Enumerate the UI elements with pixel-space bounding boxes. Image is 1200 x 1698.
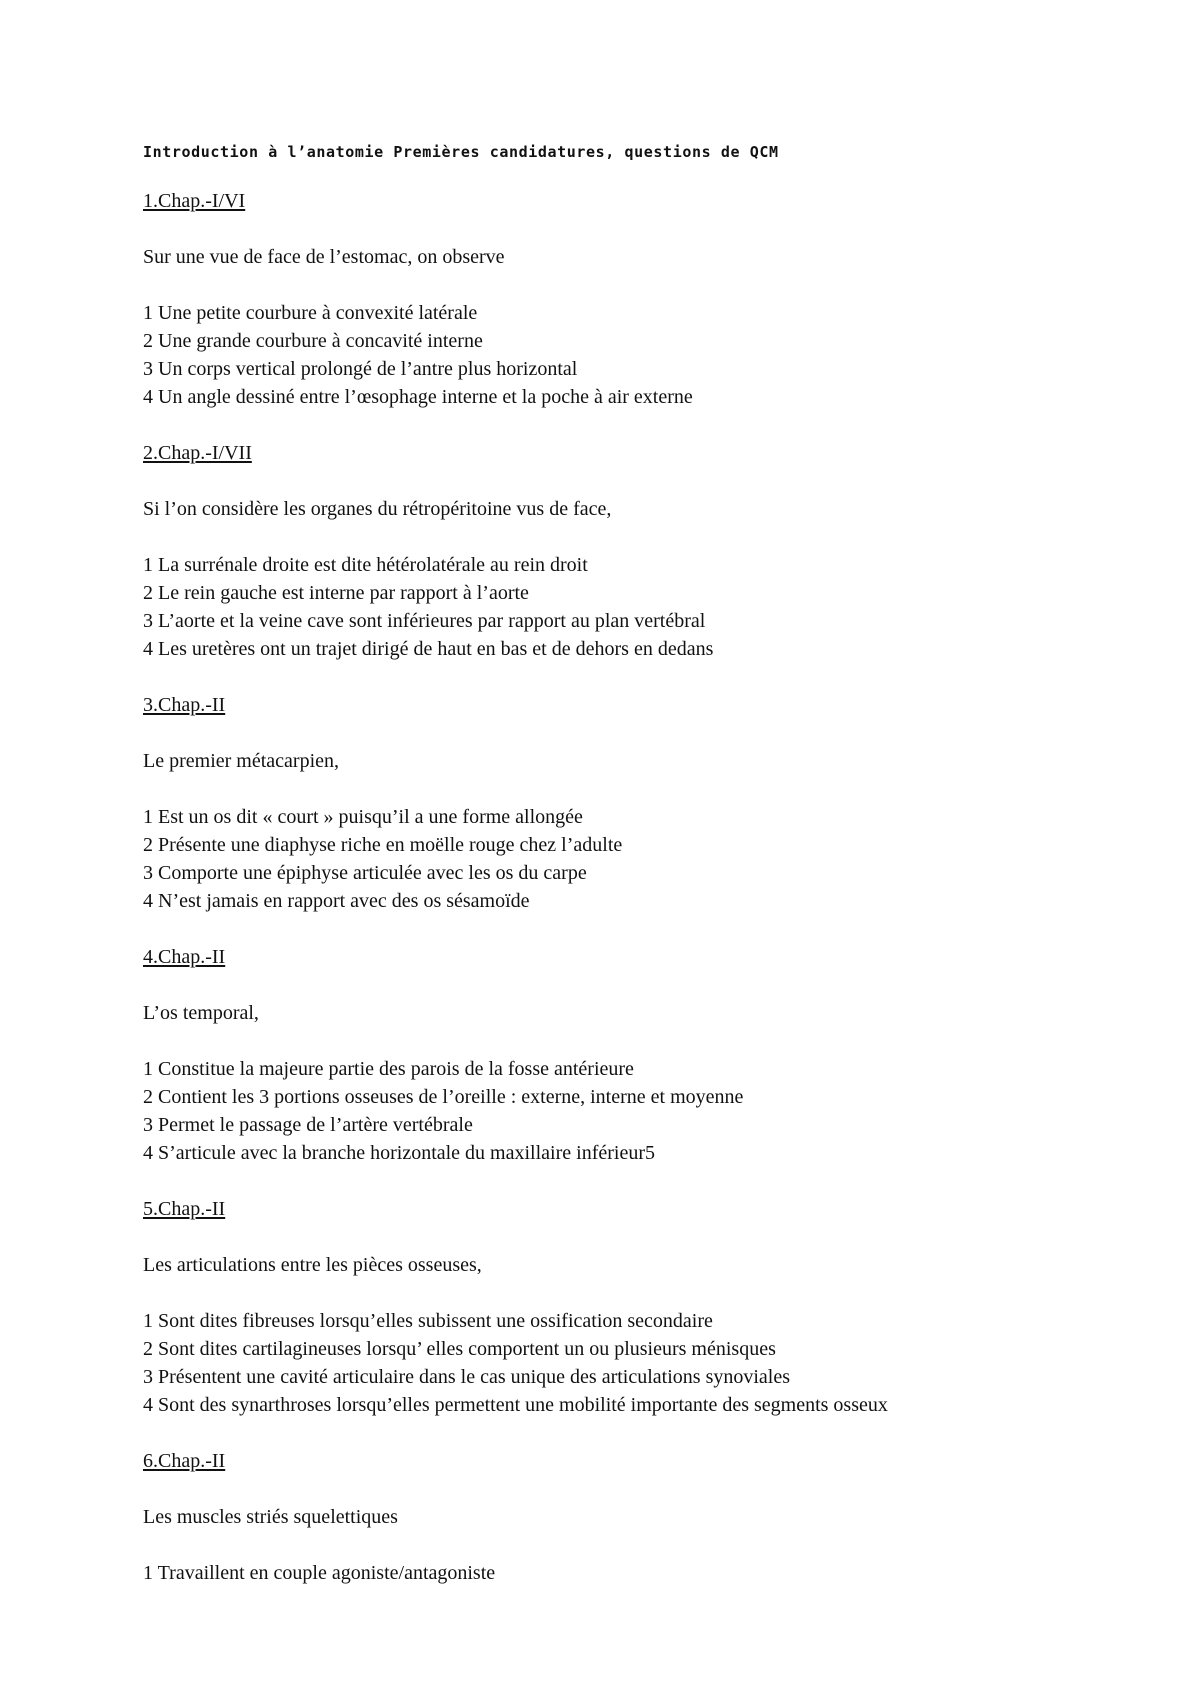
- question-stem: Si l’on considère les organes du rétropéritoine vus de face,: [143, 498, 612, 520]
- options-list: [143, 1055, 1143, 1167]
- question-stem: L’os temporal,: [143, 1002, 259, 1024]
- option-item: 2 Contient les 3 portions osseuses de l’oreille : externe, interne et moyenne: [143, 1086, 744, 1108]
- option-item: 4 Les uretères ont un trajet dirigé de haut en bas et de dehors en dedans: [143, 638, 714, 660]
- option-item: 1 Constitue la majeure partie des parois de la fosse antérieure: [143, 1058, 634, 1080]
- question-heading: 3.Chap.-II: [143, 694, 226, 716]
- option-item: 2 Une grande courbure à concavité interne: [143, 330, 483, 352]
- question-6: [143, 1447, 1143, 1587]
- option-item: 3 L’aorte et la veine cave sont inférieures par rapport au plan vertébral: [143, 610, 706, 632]
- option-item: 4 Sont des synarthroses lorsqu’elles permettent une mobilité importante des segments osseux: [143, 1394, 888, 1416]
- question-stem: Les muscles striés squelettiques: [143, 1506, 398, 1528]
- options-list: [143, 1307, 1143, 1419]
- question-stem: Le premier métacarpien,: [143, 750, 339, 772]
- question-heading: 4.Chap.-II: [143, 946, 226, 968]
- option-item: 3 Présentent une cavité articulaire dans le cas unique des articulations synoviales: [143, 1366, 791, 1388]
- question-4: [143, 943, 1143, 1167]
- option-item: 4 Un angle dessiné entre l’œsophage interne et la poche à air externe: [143, 386, 693, 408]
- questions-list: [143, 187, 1143, 1615]
- question-5: [143, 1195, 1143, 1419]
- option-item: 2 Présente une diaphyse riche en moëlle rouge chez l’adulte: [143, 834, 623, 856]
- option-item: 3 Un corps vertical prolongé de l’antre plus horizontal: [143, 358, 578, 380]
- options-list: [143, 803, 1143, 915]
- option-item: 3 Permet le passage de l’artère vertébrale: [143, 1114, 473, 1136]
- option-item: 1 La surrénale droite est dite hétérolatérale au rein droit: [143, 554, 588, 576]
- question-heading: 6.Chap.-II: [143, 1450, 226, 1472]
- options-list: [143, 551, 1143, 663]
- question-3: [143, 691, 1143, 915]
- option-item: 1 Est un os dit « court » puisqu’il a une forme allongée: [143, 806, 583, 828]
- question-stem: Les articulations entre les pièces osseuses,: [143, 1254, 482, 1276]
- option-item: 2 Sont dites cartilagineuses lorsqu’ elles comportent un ou plusieurs ménisques: [143, 1338, 776, 1360]
- option-item: 1 Une petite courbure à convexité latérale: [143, 302, 478, 324]
- options-list: [143, 299, 1143, 411]
- question-heading: 5.Chap.-II: [143, 1198, 226, 1220]
- question-heading: 2.Chap.-I/VII: [143, 442, 252, 464]
- option-item: 1 Travaillent en couple agoniste/antagoniste: [143, 1562, 496, 1584]
- question-1: [143, 187, 1143, 411]
- option-item: 3 Comporte une épiphyse articulée avec les os du carpe: [143, 862, 587, 884]
- options-list: [143, 1559, 1143, 1587]
- document-title: Introduction à l’anatomie Premières candidatures, questions de QCM: [143, 143, 779, 161]
- option-item: 4 S’articule avec la branche horizontale du maxillaire inférieur5: [143, 1142, 655, 1164]
- question-2: [143, 439, 1143, 663]
- option-item: 1 Sont dites fibreuses lorsqu’elles subissent une ossification secondaire: [143, 1310, 713, 1332]
- question-heading: 1.Chap.-I/VI: [143, 190, 246, 212]
- option-item: 4 N’est jamais en rapport avec des os sésamoïde: [143, 890, 530, 912]
- option-item: 2 Le rein gauche est interne par rapport à l’aorte: [143, 582, 529, 604]
- question-stem: Sur une vue de face de l’estomac, on observe: [143, 246, 505, 268]
